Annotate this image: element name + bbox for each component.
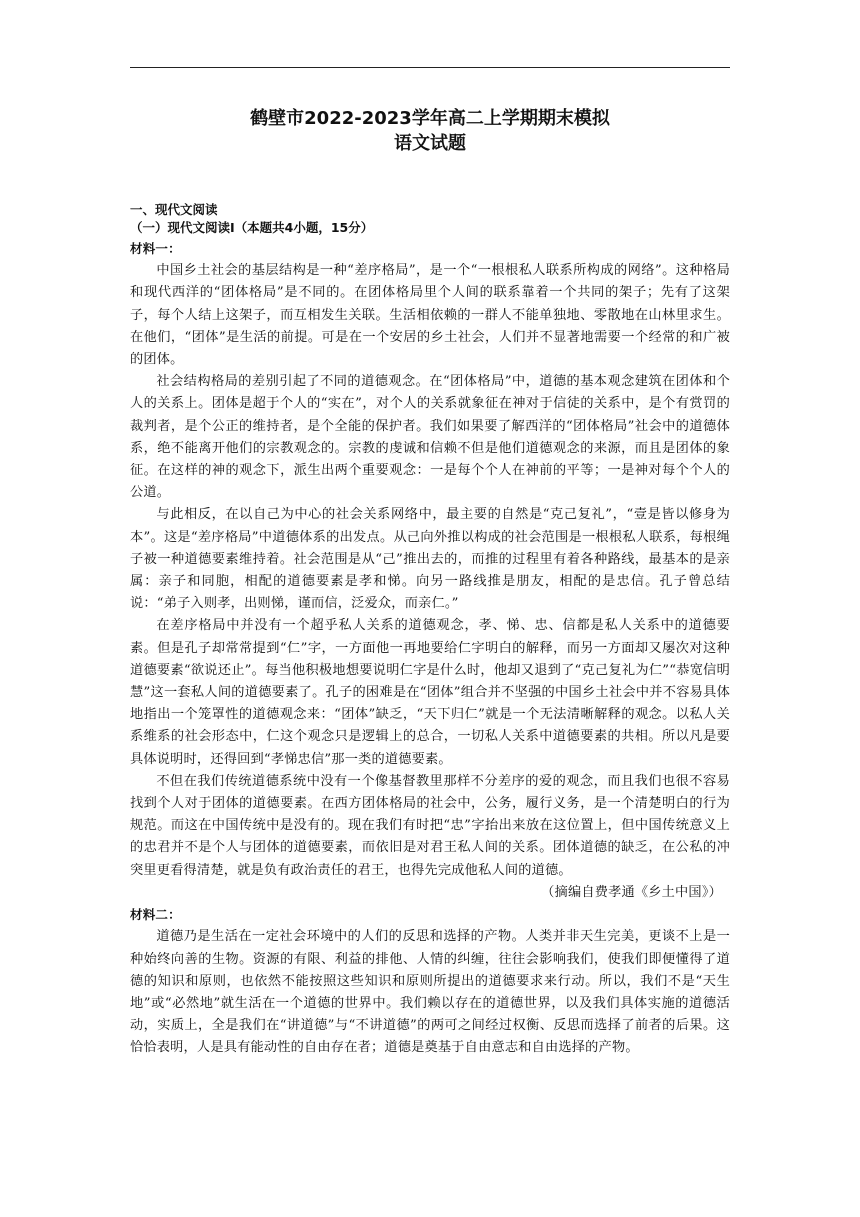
- material2-paragraph: 道德乃是生活在一定社会环境中的人们的反思和选择的产物。人类并非天生完美，更谈不上是一种始终向善的生物。资源的有限、利益的排他、人情的纠缠，往往会影响我们，使我们即便懂得了道德的知识和原则，也依然不能按照这些知识和原则所提出的道德要求来行动。所以，我们不是“天生地”或“必然地”就生活在一个道德的世界中。我们赖以存在的道德世界，以及我们具体实施的道德活动，实质上，全是我们在“讲道德”与“不讲道德”的两可之间经过权衡、反思而选择了前者的后果。这恰恰表明，人是具有能动性的自由存在者；道德是奠基于自由意志和自由选择的产物。: [130, 929, 730, 1056]
- exam-subject-title: 语文试题: [394, 133, 466, 154]
- material1-paragraph: 与此相反，在以自己为中心的社会关系网络中，最主要的自然是“克己复礼”，“壹是皆以修身为本”。这是“差序格局”中道德体系的出发点。从己向外推以构成的社会范围是一根根私人联系，每根绳子被一种道德要素维持着。社会范围是从“己”推出去的，而推的过程里有着各种路线，最基本的是亲属：亲子和同胞，相配的道德要素是孝和悌。向另一路线推是朋友，相配的是忠信。孔子曾总结说：“弟子入则孝，出则悌，谨而信，泛爱众，而亲仁。”: [130, 507, 730, 612]
- header-rule: [130, 67, 730, 68]
- material1-label: 材料一：: [130, 241, 181, 256]
- subsection-heading: （一）现代文阅读Ⅰ（本题共4小题，15分）: [130, 220, 374, 235]
- material1-paragraph: 在差序格局中并没有一个超乎私人关系的道德观念，孝、悌、忠、信都是私人关系中的道德要素。但是孔子却常常提到“仁”字，一方面他一再地要给仁字明白的解释，而另一方面却又屡次对这种道德要素“欲说还止”。每当他积极地想要说明仁字是什么时，他却又退到了“克己复礼为仁”“恭宽信明慧”这一套私人间的道德要素了。孔子的困难是在“团体”组合并不坚强的中国乡土社会中并不容易具体地指出一个笼罩性的道德观念来：“团体”缺乏，“天下归仁”就是一个无法清晰解释的观念。以私人关系维系的社会形态中，仁这个观念只是逻辑上的总合，一切私人关系中道德要素的共相。所以凡是要具体说明时，还得回到“孝悌忠信”那一类的道德要素。: [130, 618, 730, 767]
- material1-paragraph: 社会结构格局的差别引起了不同的道德观念。在“团体格局”中，道德的基本观念建筑在团体和个人的关系上。团体是超于个人的“实在”，对个人的关系就象征在神对于信徒的关系中，是个有赏罚的裁判者，是个公正的维持者，是个全能的保护者。我们如果要了解西洋的“团体格局”社会中的道德体系，绝不能离开他们的宗教观念的。宗教的虔诚和信赖不但是他们道德观念的来源，而且是团体的象征。在这样的神的观念下，派生出两个重要观念：一是每个个人在神前的平等；一是神对每个个人的公道。: [130, 374, 730, 501]
- material1-source: （摘编自费孝通《乡土中国》）: [541, 884, 722, 900]
- material2-label: 材料二：: [130, 907, 181, 923]
- material1-paragraph: 中国乡土社会的基层结构是一种“差序格局”，是一个“一根根私人联系所构成的网络”。这种格局和现代西洋的“团体格局”是不同的。在团体格局里个人间的联系靠着一个共同的架子；先有了这架子，每个人结上这架子，而互相发生关联。生活相依赖的一群人不能单独地、零散地在山林里求生。在他们，“团体”是生活的前提。可是在一个安居的乡土社会，人们并不显著地需要一个经常的和广被的团体。: [130, 263, 730, 368]
- material1-paragraph: 不但在我们传统道德系统中没有一个像基督教里那样不分差序的爱的观念，而且我们也很不容易找到个人对于团体的道德要素。在西方团体格局的社会中，公务，履行义务，是一个清楚明白的行为规范。而这在中国传统中是没有的。现在我们有时把“忠”字抬出来放在这位置上，但中国传统意义上的忠君并不是个人与团体的道德要素，而依旧是对君王私人间的关系。团体道德的缺乏，在公私的冲突里更看得清楚，就是负有政治责任的君王，也得先完成他私人间的道德。: [130, 773, 730, 878]
- exam-title: 鹤壁市2022-2023学年高二上学期期末模拟: [250, 108, 610, 129]
- section-heading: 一、现代文阅读: [130, 202, 218, 217]
- reading-passage: [130, 238, 730, 1060]
